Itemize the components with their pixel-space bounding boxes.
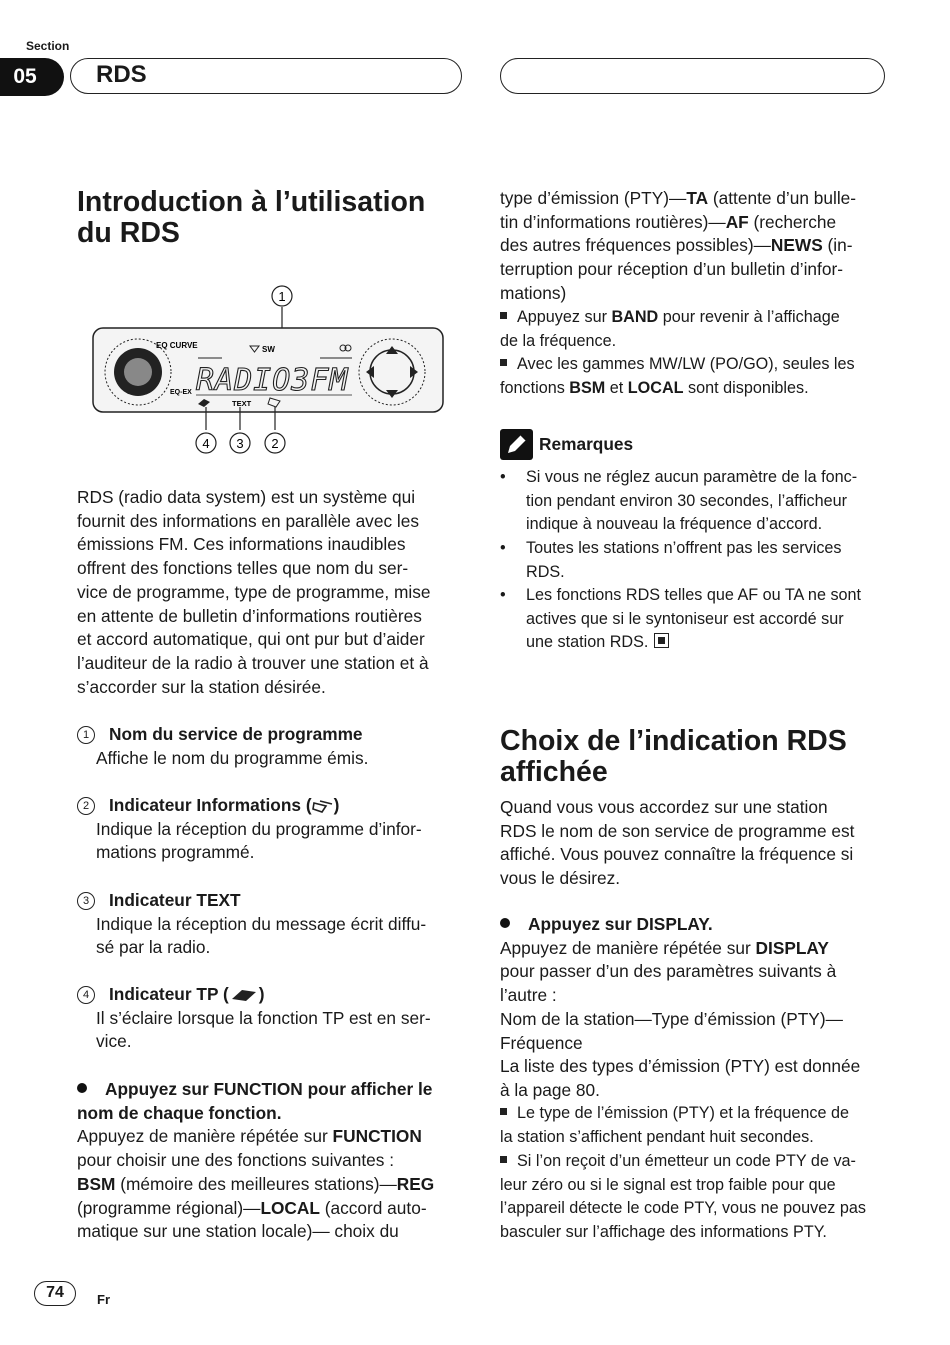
callout-4: 4: [202, 436, 210, 451]
square-bullet-icon: [500, 1108, 507, 1115]
info-icon: [312, 799, 334, 813]
sw-label: SW: [262, 345, 275, 354]
section-label: Section: [26, 39, 70, 53]
list-item: 4 Indicateur TP ( ) Il s’éclaire lorsque la fonction TP est en ser- vice.: [77, 983, 431, 1054]
display-instruction: Appuyez sur DISPLAY. Appuyez de manière répétée sur DISPLAY pour passer d’un des paramètres suivants à l’autre : Nom de la station—Type d’émission (PTY)— Fréquence La liste des types d’émission (PTY) est donnée à la page 80.: [500, 914, 861, 1100]
page-number: 74: [34, 1281, 76, 1306]
list-item: 3 Indicateur TEXT Indique la réception du message écrit diffu- sé par la radio.: [77, 889, 426, 960]
display-intro: Quand vous vous accordez sur une station RDS le nom de son service de programme est affiché. Vous pouvez connaître la fréquence si vous le désirez.: [500, 797, 855, 889]
display-heading: Choix de l’indication RDS affichée: [500, 725, 847, 788]
section-title: RDS: [96, 61, 147, 88]
callout-1: 1: [278, 289, 286, 304]
remarque-item: • Si vous ne réglez aucun paramètre de la fonc- tion pendant environ 30 secondes, l’afficheur indique à nouveau la fréquence d’accord.: [500, 468, 858, 534]
intro-heading-line1: Introduction à l’utilisation: [77, 186, 426, 218]
remarques-title: Remarques: [539, 434, 634, 454]
callout-2: 2: [271, 436, 279, 451]
square-bullet-icon: [500, 359, 507, 366]
note-band: Appuyez sur BAND pour revenir à l’affichage de la fréquence.: [500, 308, 840, 350]
square-bullet-icon: [500, 1156, 507, 1163]
section-blank-box: [500, 58, 885, 94]
note-mw-lw: Avec les gammes MW/LW (PO/GO), seules les fonctions BSM et LOCAL sont disponibles.: [500, 355, 855, 397]
note-pty: Le type de l’émission (PTY) et la fréquence de la station s’affichent pendant huit secondes.: [500, 1104, 850, 1146]
remarque-item: • Toutes les stations n’offrent pas les services RDS.: [500, 539, 842, 581]
text-indicator-label: TEXT: [232, 399, 252, 408]
eq-curve-label: EQ CURVE: [156, 341, 198, 350]
list-item: 1 Nom du service de programme Affiche le nom du programme émis.: [77, 723, 368, 770]
function-list-continued: type d’émission (PTY)—TA (attente d’un bulle- tin d’informations routières)—AF (recherche des autres fréquences possibles)—NEWS (in- terruption pour réception d’un bulletin d’infor- mations): [500, 188, 857, 303]
square-bullet-icon: [500, 312, 507, 319]
callout-3: 3: [236, 436, 244, 451]
section-number-badge: 05: [0, 58, 64, 96]
language-code: Fr: [97, 1292, 110, 1307]
note-pty-zero: Si l’on reçoit d’un émetteur un code PTY de va- leur zéro ou si le signal est trop faible pour que l’appareil détecte le code PTY, vous ne pouvez pas basculer sur l’affichage des informations PTY.: [500, 1152, 866, 1242]
eq-ex-label: EQ-EX: [170, 389, 192, 396]
bullet-dot-icon: [500, 918, 510, 928]
bullet-dot-icon: [77, 1083, 87, 1093]
end-mark-icon: [654, 633, 669, 648]
function-instruction: Appuyez sur FUNCTION pour afficher le nom de chaque fonction. Appuyez de manière répétée sur FUNCTION pour choisir une des fonctions suivantes : BSM (mémoire des meilleures stations)—REG (programme régional)—LOCAL (accord auto- matique sur une station locale)— choix du: [77, 1079, 435, 1242]
intro-paragraph: RDS (radio data system) est un système qui fournit des informations en parallèle avec les émissions FM. Ces informations inaudibles offrent des fonctions telles que nom du ser- vice de programme, type de programme, mise en attente de bulletin d’informations routières et accord automatique, qui ont pur but d’aider l’auditeur de la radio à trouver une station et à s’accorder sur la station désirée.: [77, 487, 431, 697]
pencil-icon: [500, 429, 533, 460]
remarque-item: • Les fonctions RDS telles que AF ou TA ne sont actives que si le syntoniseur est accordé sur une station RDS.: [500, 586, 862, 652]
intro-heading: [77, 187, 425, 249]
lcd-text: RADIO3FM: [196, 363, 349, 398]
rds-display-figure: [90, 280, 450, 460]
list-item: 2 Indicateur Informations ( ) Indique la réception du programme d’infor- mations programmé.: [77, 794, 422, 865]
tp-icon: [229, 988, 259, 1002]
intro-heading-line2: du RDS: [77, 217, 180, 249]
